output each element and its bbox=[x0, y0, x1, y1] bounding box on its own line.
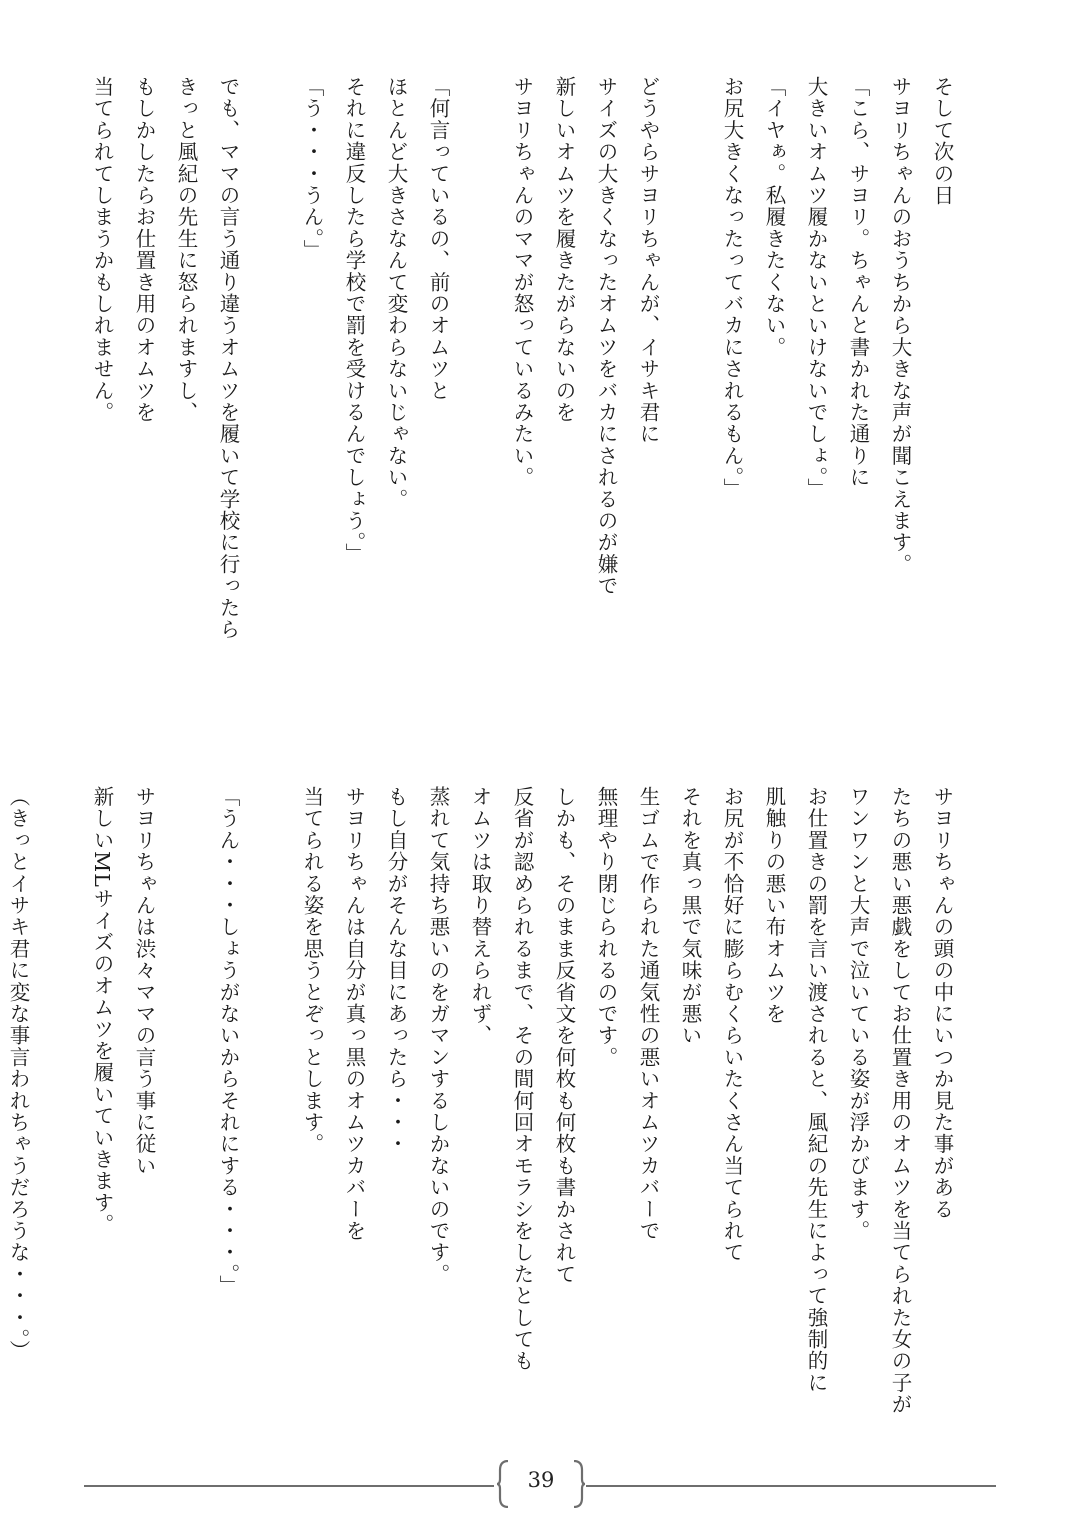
text-line: きっと風紀の先生に怒られますし、 bbox=[174, 76, 198, 424]
paragraph bbox=[879, 76, 963, 716]
bottom-text-block bbox=[0, 786, 963, 1426]
paragraph bbox=[207, 786, 249, 1426]
paragraph bbox=[291, 786, 837, 1426]
text-line: サヨリちゃんのママが怒っているみたい。 bbox=[510, 76, 534, 489]
text-line: ワンワンと大声で泣いている姿が浮かびます。 bbox=[846, 786, 870, 1242]
text-line: 「何言っているの、前のオムツと bbox=[426, 76, 450, 402]
text-line: お尻が不恰好に膨らむくらいたくさん当てられて bbox=[720, 786, 744, 1264]
text-line: 無理やり閉じられるのです。 bbox=[594, 786, 618, 1069]
left-brace-icon bbox=[496, 1460, 510, 1508]
text-line: それを真っ黒で気味が悪い bbox=[678, 786, 702, 1047]
text-line: 生ゴムで作られた通気性の悪いオムツカバーで bbox=[636, 786, 660, 1242]
text-line: 蒸れて気持ち悪いのをガマンするしかないのです。 bbox=[426, 786, 450, 1286]
text-line: ほとんど大きさなんて変わらないじゃない。 bbox=[384, 76, 408, 510]
top-text-block bbox=[39, 76, 963, 716]
text-line: （きっとイサキ君に変な事言われちゃうだろうな・・・。） bbox=[6, 786, 30, 1362]
paragraph bbox=[81, 76, 249, 716]
text-line: サヨリちゃんの頭の中にいつか見た事がある bbox=[930, 786, 954, 1220]
text-line: オムツは取り替えられず、 bbox=[468, 786, 492, 1047]
text-line: そして次の日 bbox=[930, 76, 954, 207]
footer-rule-left bbox=[84, 1485, 494, 1487]
text-line: 「うん・・・しょうがないからそれにする・・・。」 bbox=[216, 786, 240, 1297]
text-line: サヨリちゃんのおうちから大きな声が聞こえます。 bbox=[888, 76, 912, 576]
text-line: 大きいオムツ履かないといけないでしょ。」 bbox=[804, 76, 828, 500]
paragraph bbox=[501, 76, 669, 716]
page-footer bbox=[84, 1460, 996, 1512]
text-line: 反省が認められるまで、その間何回オモラシをしたとしても bbox=[510, 786, 534, 1372]
text-line: 「こら、サヨリ。ちゃんと書かれた通りに bbox=[846, 76, 870, 489]
text-line: サイズの大きくなったオムツをバカにされるのが嫌で bbox=[594, 76, 618, 597]
text-line: しかも、そのまま反省文を何枚も何枚も書かされて bbox=[552, 786, 576, 1286]
paragraph bbox=[0, 786, 39, 1426]
paragraph bbox=[81, 786, 165, 1426]
text-line: 当てられる姿を思うとぞっとします。 bbox=[300, 786, 324, 1155]
text-line: 新しいオムツを履きたがらないのを bbox=[552, 76, 576, 424]
text-line: お仕置きの罰を言い渡されると、風紀の先生によって強制的に bbox=[804, 786, 828, 1394]
text-line: それに違反したら学校で罰を受けるんでしょう。」 bbox=[342, 76, 366, 565]
text-line: 「う・・・うん。」 bbox=[300, 76, 324, 262]
footer-rule-right bbox=[586, 1485, 996, 1487]
text-line: 「イヤぁ。私履きたくない。 bbox=[762, 76, 786, 359]
text-line: どうやらサヨリちゃんが、イサキ君に bbox=[636, 76, 660, 445]
text-line: 肌触りの悪い布オムツを bbox=[762, 786, 786, 1025]
text-line: サヨリちゃんは渋々ママの言う事に従い bbox=[132, 786, 156, 1177]
paragraph bbox=[837, 786, 963, 1426]
text-line: お尻大きくなったってバカにされるもん。」 bbox=[720, 76, 744, 500]
text-line: でも、ママの言う通り違うオムツを履いて学校に行ったら bbox=[216, 76, 240, 641]
text-line: 当てられてしまうかもしれません。 bbox=[90, 76, 114, 424]
right-brace-icon bbox=[572, 1460, 586, 1508]
text-line: たちの悪い悪戯をしてお仕置き用のオムツを当てられた女の子が bbox=[888, 786, 912, 1416]
text-line: もし自分がそんな目にあったら・・・ bbox=[384, 786, 408, 1155]
page-number: 39 bbox=[527, 1468, 555, 1492]
text-line: 新しいMLサイズのオムツを履いていきます。 bbox=[90, 786, 114, 1236]
paragraph bbox=[291, 76, 459, 716]
text-line: もしかしたらお仕置き用のオムツを bbox=[132, 76, 156, 424]
paragraph bbox=[711, 76, 879, 716]
text-line: サヨリちゃんは自分が真っ黒のオムツカバーを bbox=[342, 786, 366, 1242]
